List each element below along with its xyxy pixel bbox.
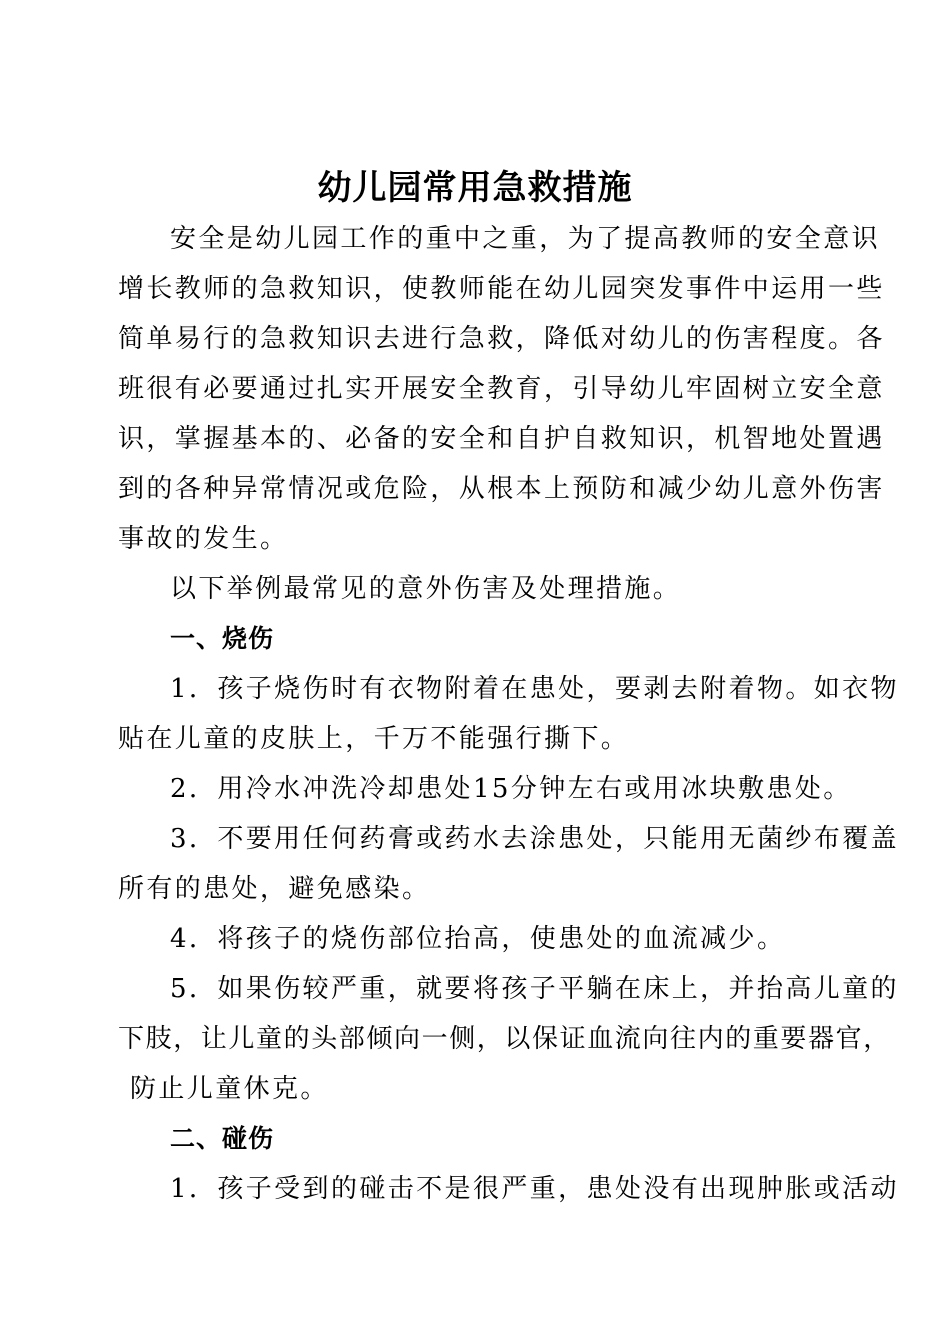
list-item-line: 5．如果伤较严重，就要将孩子平躺在床上，并抬高儿童的 bbox=[170, 974, 899, 1004]
paragraph-line: 班很有必要通过扎实开展安全教育，引导幼儿牢固树立安全意 bbox=[118, 374, 885, 404]
paragraph-line: 安全是幼儿园工作的重中之重，为了提高教师的安全意识 bbox=[170, 224, 881, 254]
paragraph-line: 增长教师的急救知识，使教师能在幼儿园突发事件中运用一些 bbox=[118, 274, 885, 304]
document-title: 幼儿园常用急救措施 bbox=[317, 168, 633, 208]
list-item-line: 贴在儿童的皮肤上，千万不能强行撕下。 bbox=[118, 724, 630, 754]
list-item-line: 下肢，让儿童的头部倾向一侧，以保证血流向往内的重要器官， bbox=[118, 1024, 891, 1054]
paragraph-line: 识，掌握基本的、必备的安全和自护自救知识，机智地处置遇 bbox=[118, 424, 885, 454]
section-heading: 一、烧伤 bbox=[170, 624, 275, 653]
list-item-line: 防止儿童休克。 bbox=[130, 1074, 329, 1104]
list-item-line: 4．将孩子的烧伤部位抬高，使患处的血流减少。 bbox=[170, 924, 786, 954]
section-heading: 二、碰伤 bbox=[170, 1124, 275, 1153]
list-item-line: 2．用冷水冲洗冷却患处15分钟左右或用冰块敷患处。 bbox=[170, 774, 852, 804]
paragraph-line: 以下举例最常见的意外伤害及处理措施。 bbox=[170, 574, 682, 604]
list-item-line: 1．孩子烧伤时有衣物附着在患处，要剥去附着物。如衣物 bbox=[170, 674, 899, 704]
paragraph-line: 事故的发生。 bbox=[118, 524, 289, 554]
paragraph-line: 简单易行的急救知识去进行急救，降低对幼儿的伤害程度。各 bbox=[118, 324, 885, 354]
list-item-line: 1．孩子受到的碰击不是很严重，患处没有出现肿胀或活动 bbox=[170, 1174, 899, 1204]
list-item-line: 所有的患处，避免感染。 bbox=[118, 874, 431, 904]
list-item-line: 3．不要用任何药膏或药水去涂患处，只能用无菌纱布覆盖 bbox=[170, 824, 899, 854]
paragraph-line: 到的各种异常情况或危险，从根本上预防和减少幼儿意外伤害 bbox=[118, 474, 885, 504]
